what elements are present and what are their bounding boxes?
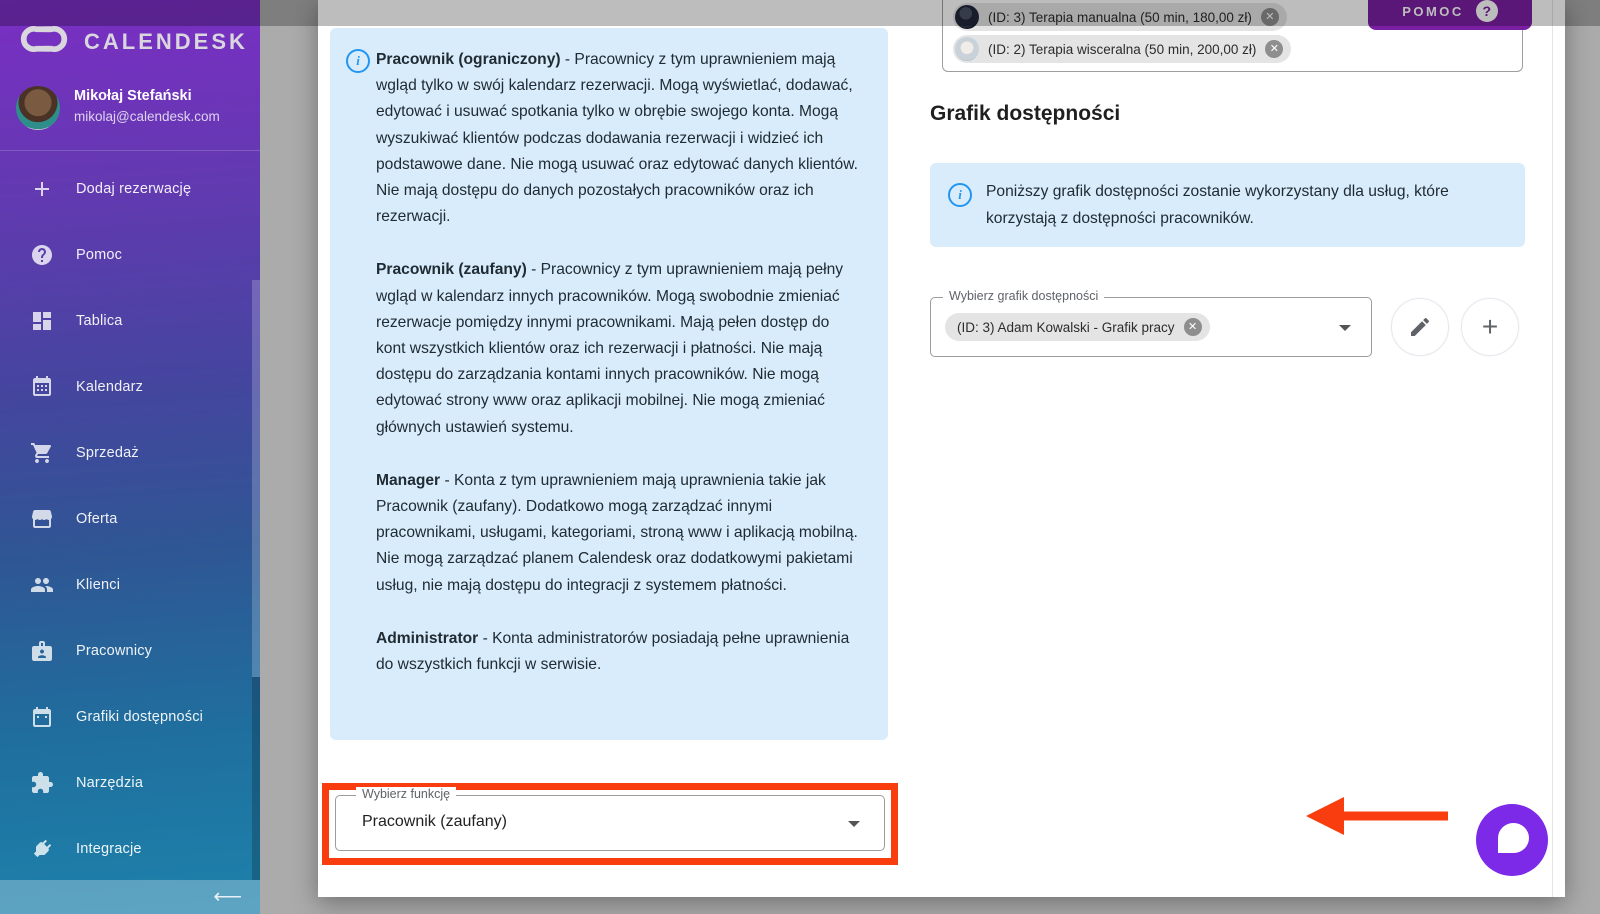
role-select-value: Pracownik (zaufany) bbox=[362, 813, 507, 830]
role-info-text bbox=[376, 47, 862, 678]
dashboard-icon bbox=[30, 309, 54, 333]
service-avatar bbox=[955, 5, 979, 29]
availability-select-label: Wybierz grafik dostępności bbox=[943, 289, 1104, 303]
schedule-icon bbox=[30, 705, 54, 729]
service-chip[interactable]: (ID: 2) Terapia wisceralna (50 min, 200,00 zł) ✕ bbox=[953, 35, 1291, 63]
sidebar bbox=[0, 0, 260, 914]
question-mark-icon: ? bbox=[1476, 0, 1498, 22]
plug-icon bbox=[30, 837, 54, 861]
availability-info-text: Poniższy grafik dostępności zostanie wykorzystany dla usług, które korzystają z dostępności pracowników. bbox=[986, 183, 1449, 227]
role-info-box bbox=[330, 28, 888, 740]
sidebar-item-oferta[interactable]: Oferta bbox=[0, 486, 260, 552]
sidebar-divider bbox=[0, 150, 260, 151]
plus-icon: + bbox=[1481, 311, 1499, 342]
annotation-arrow-icon bbox=[1306, 796, 1451, 841]
remove-chip-icon[interactable]: ✕ bbox=[1261, 8, 1279, 26]
role-paragraph: Pracownik (ograniczony) - Pracownicy z tym uprawnieniem mają wgląd tylko w swój kalendarz rezerwacji. Mogą wyświetlać, dodawać, edytować i usuwać spotkania tylko w obrębie swojego konta. Mogą wyszukiwać klientów podczas dodawania rezerwacji i widzieć ich podstawowe dane. Nie mogą usuwać oraz edytować danych klientów. Nie mają dostępu do danych pozostałych pracowników oraz ich rezerwacji. bbox=[376, 51, 858, 226]
chevron-down-icon[interactable] bbox=[1339, 325, 1351, 331]
user-avatar[interactable] bbox=[16, 86, 60, 130]
cart-icon bbox=[30, 441, 54, 465]
sidebar-item-narzedzia[interactable]: Narzędzia bbox=[0, 750, 260, 816]
calendesk-logo-icon bbox=[18, 22, 70, 61]
collapse-left-icon: ⟵ bbox=[213, 886, 242, 908]
role-paragraph: Pracownik (zaufany) - Pracownicy z tym uprawnieniem mają pełny wgląd w kalendarz innych pracowników. Mogą swobodnie zmieniać rezerwacje pomiędzy innymi pracownikami. Mają pełen dostęp do kont wszystkich klientów oraz ich rezerwacji i płatności. Nie mają dostępu do zarządzania kontami innych pracowników. Nie mogą edytować strony www oraz aplikacji mobilnej. Nie mogą zmieniać głównych ustawień systemu. bbox=[376, 261, 844, 436]
help-icon bbox=[30, 243, 54, 267]
role-paragraph: Manager - Konta z tym uprawnieniem mają uprawnienia takie jak Pracownik (zaufany). Dodatkowo mogą zarządzać innymi pracownikami, usługami, kategoriami, stroną www i aplikacją mobilną. Nie mogą zarządzać planem Calendesk oraz dodatkowymi pakietami usług, nie mają dostępu do integracji z systemem płatności. bbox=[376, 471, 858, 594]
brand-name: CALENDESK bbox=[84, 28, 248, 54]
sidebar-item-sprzedaz[interactable]: Sprzedaż bbox=[0, 420, 260, 486]
puzzle-icon bbox=[30, 771, 54, 795]
people-icon bbox=[30, 573, 54, 597]
sidebar-item-dodaj-rezerwacje[interactable]: Dodaj rezerwację bbox=[0, 156, 260, 222]
sidebar-item-tablica[interactable]: Tablica bbox=[0, 288, 260, 354]
sidebar-nav bbox=[0, 156, 260, 882]
user-email: mikolaj@calendesk.com bbox=[74, 109, 220, 124]
badge-icon bbox=[30, 639, 54, 663]
sidebar-scrollbar-thumb[interactable] bbox=[252, 280, 260, 677]
help-button[interactable]: POMOC ? bbox=[1368, 0, 1532, 30]
role-select-label: Wybierz funkcję bbox=[356, 787, 456, 801]
sidebar-item-pracownicy[interactable]: Pracownicy bbox=[0, 618, 260, 684]
availability-info-box bbox=[930, 163, 1525, 247]
add-schedule-button[interactable] bbox=[1461, 298, 1519, 356]
store-icon bbox=[30, 507, 54, 531]
edit-schedule-button[interactable] bbox=[1391, 298, 1449, 356]
sidebar-collapse-bar[interactable] bbox=[0, 880, 260, 914]
sidebar-item-integracje[interactable]: Integracje bbox=[0, 816, 260, 882]
service-chip[interactable]: (ID: 3) Terapia manualna (50 min, 180,00 zł) ✕ bbox=[953, 3, 1287, 31]
plus-icon bbox=[30, 177, 54, 201]
chat-widget-button[interactable] bbox=[1476, 804, 1548, 876]
sidebar-item-grafiki-dostepnosci[interactable]: Grafiki dostępności bbox=[0, 684, 260, 750]
service-avatar bbox=[955, 37, 979, 61]
chat-bubble-icon bbox=[1498, 823, 1529, 853]
dialog-scroll-divider bbox=[1552, 0, 1553, 897]
calendar-icon bbox=[30, 375, 54, 399]
info-icon: i bbox=[948, 183, 972, 207]
pencil-icon bbox=[1408, 315, 1432, 339]
sidebar-item-pomoc[interactable]: Pomoc bbox=[0, 222, 260, 288]
brand[interactable] bbox=[18, 22, 248, 61]
schedule-chip[interactable]: (ID: 3) Adam Kowalski - Grafik pracy ✕ bbox=[945, 313, 1210, 341]
user-name: Mikołaj Stefański bbox=[74, 88, 192, 104]
availability-select[interactable] bbox=[930, 289, 1372, 357]
sidebar-item-klienci[interactable]: Klienci bbox=[0, 552, 260, 618]
info-icon: i bbox=[346, 49, 370, 73]
sidebar-item-kalendarz[interactable]: Kalendarz bbox=[0, 354, 260, 420]
remove-chip-icon[interactable]: ✕ bbox=[1184, 318, 1202, 336]
role-select[interactable] bbox=[335, 787, 885, 851]
chevron-down-icon[interactable] bbox=[848, 821, 860, 827]
availability-heading: Grafik dostępności bbox=[930, 102, 1121, 125]
role-paragraph: Administrator - Konta administratorów posiadają pełne uprawnienia do wszystkich funkcji w serwisie. bbox=[376, 629, 850, 674]
highlight-red-frame bbox=[322, 783, 898, 865]
employee-dialog bbox=[318, 0, 1565, 897]
sidebar-scrollbar-track[interactable] bbox=[252, 677, 260, 880]
remove-chip-icon[interactable]: ✕ bbox=[1265, 40, 1283, 58]
